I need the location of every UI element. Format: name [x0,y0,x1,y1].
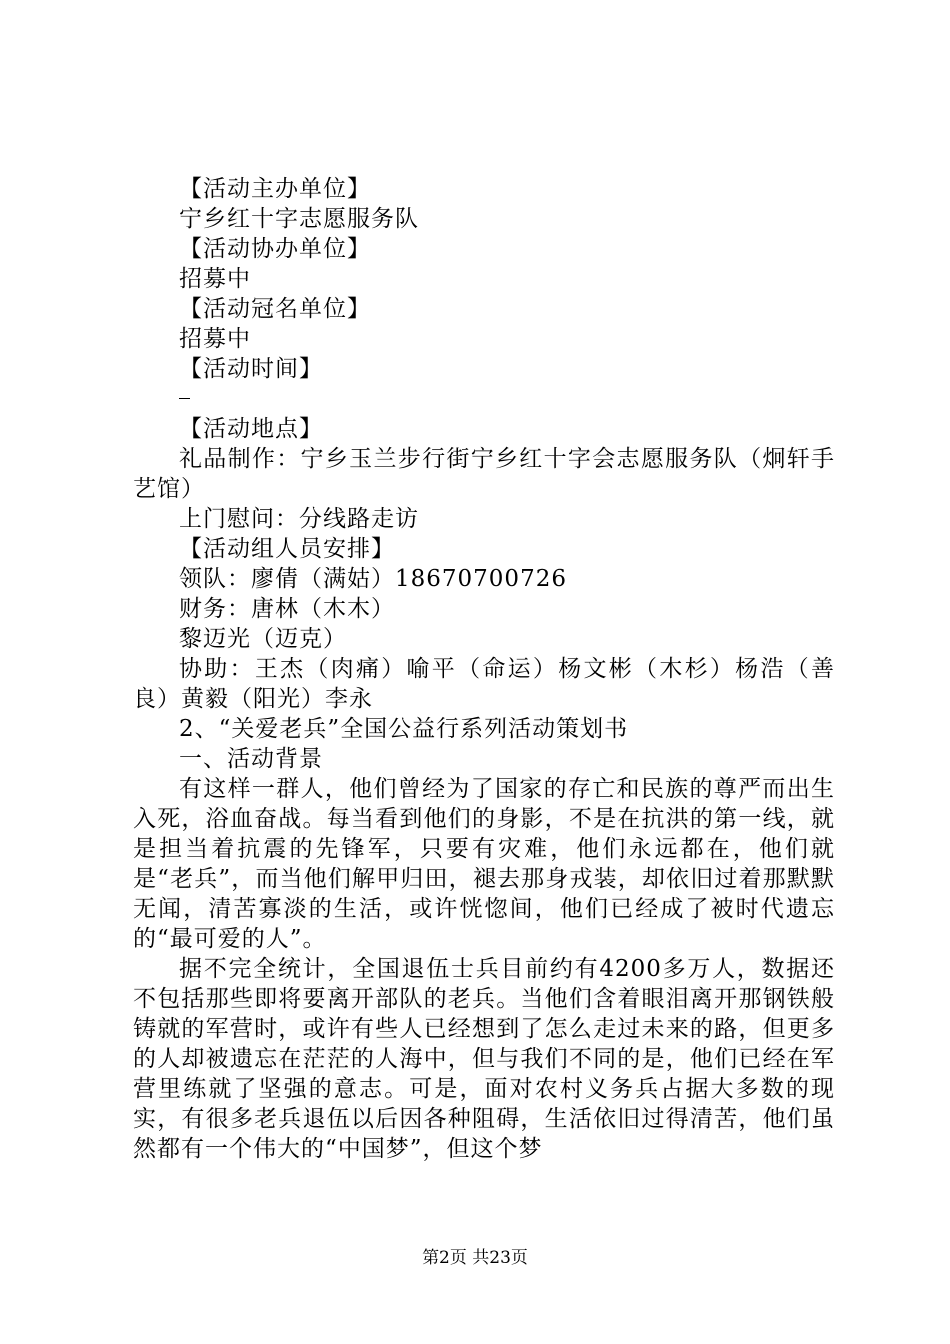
organizer-name: 宁乡红十字志愿服务队 [179,206,419,232]
document-body [133,174,835,1164]
leader-line: 领队：廖倩（满姑）18670700726 [179,566,567,592]
co-organizer-value: 招募中 [179,266,251,292]
blank-underline [133,384,835,414]
finance-line: 财务：唐林（木木） [179,596,395,622]
assist-paragraph: 协助：王杰（肉痛）喻平（命运）杨文彬（木杉）杨浩（善良）黄毅（阳光）李永 [133,656,835,712]
gift-production-paragraph: 礼品制作：宁乡玉兰步行街宁乡红十字会志愿服务队（炯轩手艺馆） [133,446,835,502]
title-sponsor-value: 招募中 [179,326,251,352]
member-line: 黎迈光（迈克） [179,626,347,652]
page-footer: 第2页 共23页 [422,1248,528,1268]
background-paragraph-2: 据不完全统计，全国退伍士兵目前约有4200多万人，数据还不包括那些即将要离开部队的老兵。当他们含着眼泪离开那钢铁般铸就的军营时，或许有些人已经想到了怎么走过未来的路，但更多的人却被遗忘在茫茫的人海中，但与我们不同的是，他们已经在军营里练就了坚强的意志。可是，面对农村义务兵占据大多数的现实，有很多老兵退伍以后因各种阻碍，生活依旧过得清苦，他们虽然都有一个伟大的“中国梦”，但这个梦 [133,956,835,1162]
heading-title-sponsor: 【活动冠名单位】 [179,296,371,322]
section-title: 2、“关爱老兵”全国公益行系列活动策划书 [179,716,629,742]
heading-staff: 【活动组人员安排】 [179,536,395,562]
background-paragraph-1: 有这样一群人，他们曾经为了国家的存亡和民族的尊严而出生入死，浴血奋战。每当看到他们的身影，不是在抗洪的第一线，就是担当着抗震的先锋军，只要有灾难，他们永远都在，他们就是“老兵”，而当他们解甲归田，褪去那身戎装，却依旧过着那默默无闻，清苦寡淡的生活，或许恍惚间，他们已经成了被时代遗忘的“最可爱的人”。 [133,776,835,952]
heading-location: 【活动地点】 [179,416,323,442]
heading-co-organizer: 【活动协办单位】 [179,236,371,262]
subsection-title: 一、活动背景 [179,746,323,772]
visit-line: 上门慰问：分线路走访 [179,506,419,532]
heading-organizer: 【活动主办单位】 [179,176,371,202]
heading-activity-time: 【活动时间】 [179,356,323,382]
